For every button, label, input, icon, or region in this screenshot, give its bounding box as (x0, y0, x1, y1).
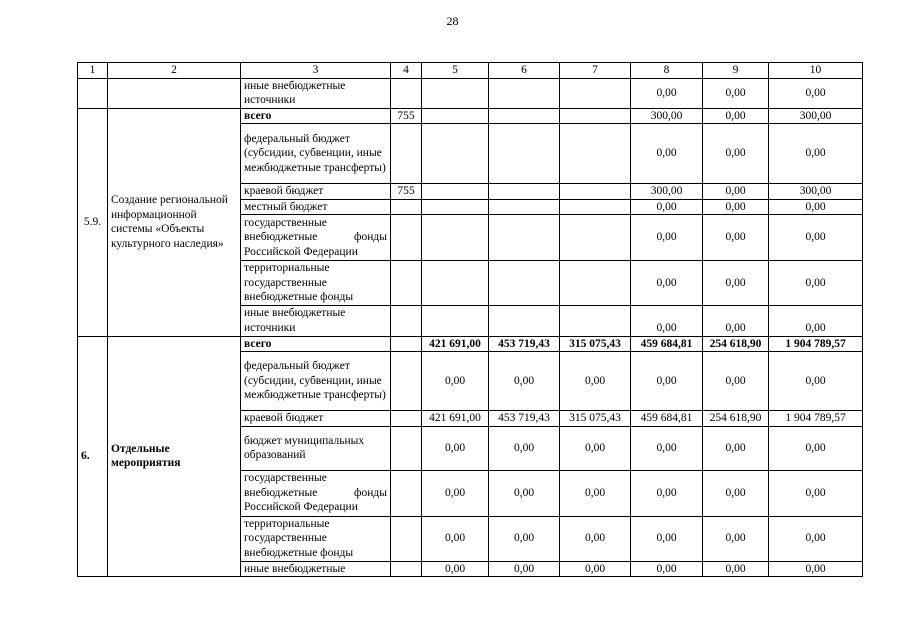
value-cell: 254 618,90 (703, 411, 769, 427)
value-cell: 0,00 (703, 199, 769, 215)
value-cell: 0,00 (489, 426, 560, 470)
value-cell: 0,00 (631, 426, 703, 470)
table-row (78, 78, 863, 108)
value-cell: 0,00 (631, 261, 703, 306)
value-cell: 0,00 (560, 516, 631, 561)
header-cell: 8 (631, 63, 703, 79)
value-cell: 0,00 (769, 261, 863, 306)
value-cell: 0,00 (769, 215, 863, 261)
value-cell: 300,00 (631, 108, 703, 124)
funding-source-label: бюджет муниципальных образований (241, 426, 391, 470)
value-cell: 254 618,90 (703, 336, 769, 352)
value-cell: 0,00 (631, 215, 703, 261)
value-cell: 0,00 (422, 352, 489, 411)
funding-source-label: территориальные государственные внебюджетные фонды (241, 261, 391, 306)
value-cell: 421 691,00 (422, 336, 489, 352)
header-cell: 4 (391, 63, 422, 79)
value-cell: 0,00 (631, 516, 703, 561)
value-cell: 0,00 (703, 261, 769, 306)
header-cell: 2 (108, 63, 241, 79)
value-cell: 0,00 (769, 470, 863, 516)
value-cell: 0,00 (422, 426, 489, 470)
value-cell: 0,00 (631, 352, 703, 411)
value-cell: 0,00 (631, 561, 703, 577)
value-cell: 755 (391, 108, 422, 124)
value-cell: 0,00 (769, 124, 863, 184)
header-cell: 6 (489, 63, 560, 79)
item-name: Создание региональной информационной системы «Объекты культурного наследия» (108, 108, 241, 336)
value-cell: 0,00 (769, 426, 863, 470)
value-cell: 0,00 (703, 215, 769, 261)
value-cell: 0,00 (631, 199, 703, 215)
value-cell: 453 719,43 (489, 411, 560, 427)
value-cell: 0,00 (703, 78, 769, 108)
value-cell: 0,00 (631, 78, 703, 108)
header-cell: 3 (241, 63, 391, 79)
value-cell: 0,00 (703, 108, 769, 124)
value-cell: 0,00 (703, 561, 769, 577)
value-cell: 0,00 (703, 426, 769, 470)
value-cell: 315 075,43 (560, 336, 631, 352)
header-cell: 5 (422, 63, 489, 79)
funding-source-label: иные внебюджетные источники (241, 305, 391, 336)
value-cell: 0,00 (631, 470, 703, 516)
value-cell: 300,00 (769, 108, 863, 124)
funding-source-label: государственные внебюджетные фонды Российской Федерации (241, 470, 391, 516)
header-cell: 9 (703, 63, 769, 79)
value-cell: 0,00 (560, 426, 631, 470)
funding-source-label: государственные внебюджетные фонды Российской Федерации (241, 215, 391, 261)
value-cell: 0,00 (560, 470, 631, 516)
funding-source-label: краевой бюджет (241, 184, 391, 200)
funding-source-label: всего (241, 336, 391, 352)
value-cell: 0,00 (489, 470, 560, 516)
value-cell: 0,00 (703, 470, 769, 516)
value-cell: 0,00 (703, 352, 769, 411)
item-number: 6. (78, 336, 108, 577)
funding-source-label: территориальные государственные внебюджетные фонды (241, 516, 391, 561)
value-cell: 1 904 789,57 (769, 411, 863, 427)
value-cell: 0,00 (769, 78, 863, 108)
value-cell: 0,00 (703, 124, 769, 184)
value-cell: 1 904 789,57 (769, 336, 863, 352)
value-cell: 300,00 (631, 184, 703, 200)
budget-table (77, 62, 863, 577)
value-cell: 315 075,43 (560, 411, 631, 427)
value-cell: 421 691,00 (422, 411, 489, 427)
value-cell: 0,00 (560, 352, 631, 411)
value-cell: 0,00 (703, 305, 769, 336)
value-cell: 0,00 (769, 561, 863, 577)
header-cell: 10 (769, 63, 863, 79)
value-cell: 0,00 (422, 561, 489, 577)
value-cell: 0,00 (422, 470, 489, 516)
table-row (78, 108, 863, 124)
header-cell: 1 (78, 63, 108, 79)
value-cell: 459 684,81 (631, 411, 703, 427)
funding-source-label: всего (241, 108, 391, 124)
value-cell: 0,00 (703, 184, 769, 200)
value-cell: 0,00 (489, 561, 560, 577)
header-cell: 7 (560, 63, 631, 79)
value-cell: 0,00 (631, 305, 703, 336)
table-row (78, 336, 863, 352)
funding-source-label: федеральный бюджет (субсидии, субвенции, иные межбюджетные трансферты) (241, 352, 391, 411)
page-number: 28 (446, 14, 459, 28)
value-cell: 459 684,81 (631, 336, 703, 352)
funding-source-label: иные внебюджетные источники (241, 78, 391, 108)
value-cell: 0,00 (769, 516, 863, 561)
funding-source-label: местный бюджет (241, 199, 391, 215)
funding-source-label: иные внебюджетные (241, 561, 391, 577)
value-cell: 0,00 (769, 199, 863, 215)
funding-source-label: краевой бюджет (241, 411, 391, 427)
funding-source-label: федеральный бюджет (субсидии, субвенции, иные межбюджетные трансферты) (241, 124, 391, 184)
value-cell: 453 719,43 (489, 336, 560, 352)
value-cell: 0,00 (489, 352, 560, 411)
value-cell: 0,00 (560, 561, 631, 577)
value-cell: 0,00 (703, 516, 769, 561)
item-number: 5.9. (78, 108, 108, 336)
header-row (78, 63, 863, 79)
value-cell: 0,00 (422, 516, 489, 561)
value-cell: 300,00 (769, 184, 863, 200)
item-name: Отдельные мероприятия (108, 336, 241, 577)
value-cell: 0,00 (769, 305, 863, 336)
value-cell: 0,00 (769, 352, 863, 411)
value-cell: 0,00 (631, 124, 703, 184)
value-cell: 0,00 (489, 516, 560, 561)
value-cell: 755 (391, 184, 422, 200)
